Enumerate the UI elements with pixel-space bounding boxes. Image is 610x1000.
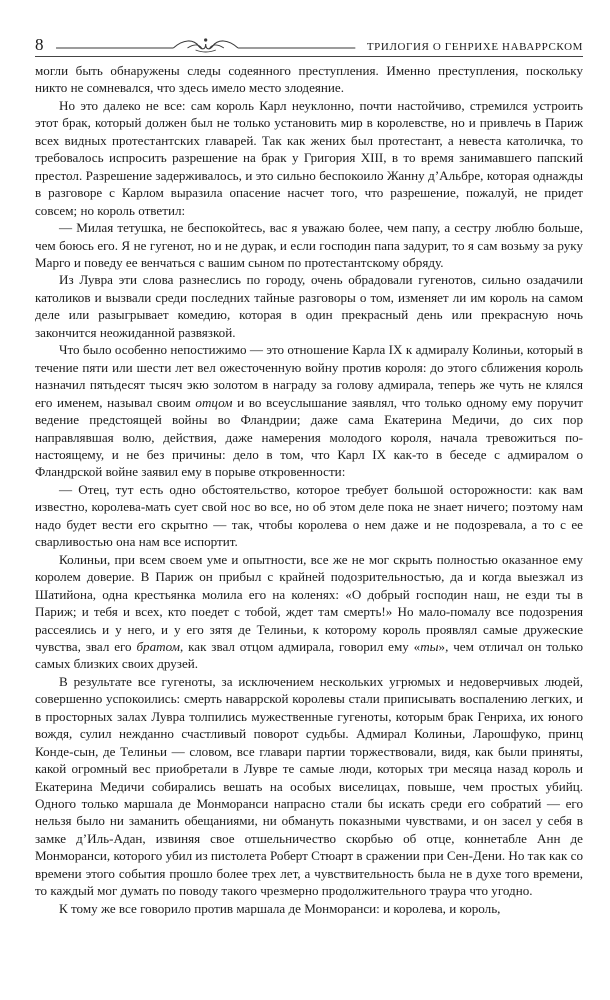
emphasis: отцом bbox=[195, 394, 233, 410]
paragraph-text: , как звал отцом адмирала, говорил ему « bbox=[180, 638, 421, 654]
paragraph-text: », чем отличал он только самых близких своих друзей. bbox=[35, 638, 584, 672]
page-number: 8 bbox=[35, 35, 44, 54]
page-header bbox=[35, 27, 583, 53]
paragraph-text: и во всеуслышание заявлял, что только одному ему поручит ведение предстоящей войны во Фландрии; даже сама Екатерина Медичи, до сих пор направлявшая волю, действия, даже намерения молодого короля, начала тревожиться по-настоящему, и не без причины: дело в том, что Карл IX как-то в беседе с адмиралом о Фландрской войне заявил ему в порыве откровенности: bbox=[35, 394, 583, 480]
running-title: ТРИЛОГИЯ О ГЕНРИХЕ НАВАРРСКОМ bbox=[366, 41, 583, 53]
ornament-flourish-icon bbox=[54, 35, 357, 53]
paragraph-text: Что было особенно непостижимо — это отношение Карла IX к адмиралу Колиньи, который в течение пяти или шести лет вел ожесточенную войну против короля: до этого сближения король назначил пятьдесят тысяч экю золотом в награду за голову адмирала, теперь же чуть не клялся его именем, называл своим bbox=[35, 342, 583, 410]
paragraph: — Отец, тут есть одно обстоятельство, которое требует большой осторожности: как вам известно, королева-мать сует свой нос во все, но об этом деле пока не знает ничего; поэтому нам надо будет вести его скрытно — так, чтобы королева о нем даже и не подозревала, а то с ее сварливостью она нам все испортит. bbox=[35, 481, 583, 550]
header-rule bbox=[35, 56, 583, 57]
emphasis: братом bbox=[136, 638, 180, 654]
paragraph: — Милая тетушка, не беспокойтесь, вас я уважаю более, чем папу, а сестру люблю больше, чем боюсь его. Я не гугенот, но и не дурак, и если господин папа задурит, то я сам возьму за руку Марго и поведу ее венчаться с вашим сыном по протестантскому обряду. bbox=[35, 220, 583, 270]
ornament-divider bbox=[54, 35, 357, 53]
paragraph bbox=[35, 341, 583, 481]
paragraph bbox=[35, 551, 583, 673]
paragraph-text: Колиньи, при всем своем уме и опытности, все же не мог скрыть полностью оказанное ему королем доверие. В Париж он прибыл с крайней подозрительностью, да и когда выезжал из Шатийона, одна крестьянка молила его на коленях: «О добрый господин наш, не езди ты в Париж; и тебя и всех, кто поедет с тобой, ждет там смерть!» Но мало-помалу все подозрения рассеялись и у него, и у его зятя де Телиньи, к которому король проявлял самые дружеские чувства, звал его bbox=[35, 551, 583, 654]
paragraph: могли быть обнаружены следы содеянного преступления. Именно преступления, поскольку никто не сомневался, что здесь имело место злодеяние. bbox=[35, 63, 583, 96]
paragraph: Но это далеко не все: сам король Карл неуклонно, почти настойчиво, стремился устроить этот брак, который должен был не только установить мир в королевстве, но и привлечь в Париж всех видных протестантских главарей. Так как жених был протестант, а невеста католичка, то требовалось испросить разрешение на брак у Григория XIII, в то время занимавшего папский престол. Разрешение задерживалось, и это сильно беспокоило Жанну д’Альбре, которая однажды в разговоре с Карлом выразила опасение насчет того, что разрешение, пожалуй, не придет совсем; но король ответил: bbox=[35, 97, 583, 218]
body-text bbox=[35, 62, 583, 917]
emphasis: ты bbox=[420, 638, 439, 654]
paragraph: В результате все гугеноты, за исключением нескольких угрюмых и недоверчивых людей, совершенно успокоились: смерть наваррской королевы стали приписывать воспалению легких, и в просторных залах Лувра толпились мужественные гугеноты, которым брак Генриха, их юного вождя, сулил нежданно счастливый поворот судьбы. Адмирал Колиньи, Ларошфуко, принц Конде-сын, де Телиньи — словом, все главари партии торжествовали, видя, как были приняты, какой огромный вес приобретали в Лувре те самые люди, которых три месяца назад король и Екатерина Медичи собирались вешать на особых виселицах, повыше, чем простых убийц. Одного только маршала де Монморанси напрасно стали бы искать среди его собратий — его нельзя было ни заманить обещаниями, ни обмануть показными чувствами, и он засел у себя в замке д’Иль-Адан, извиняя свое отшельничество скорбью об отце, коннетабле Анн де Монморанси, которого убил из пистолета Роберт Стюарт в сражении при Сен-Дени. Но так как со времени этого события прошло более трех лет, а чувствительность была не в духе того времени, то каждый мог думать по поводу такого чрезмерно продолжительного траура что угодно. bbox=[35, 673, 583, 899]
paragraph: К тому же все говорило против маршала де Монморанси: и королева, и король, bbox=[59, 900, 501, 916]
paragraph: Из Лувра эти слова разнеслись по городу, очень обрадовали гугенотов, сильно озадачили католиков и вызвали среди последних тайные разговоры о том, изменяет ли им король на самом деле или разыгрывает комедию, которая в один прекрасный день или прекрасную ночь закончится неожиданной развязкой. bbox=[35, 272, 583, 340]
